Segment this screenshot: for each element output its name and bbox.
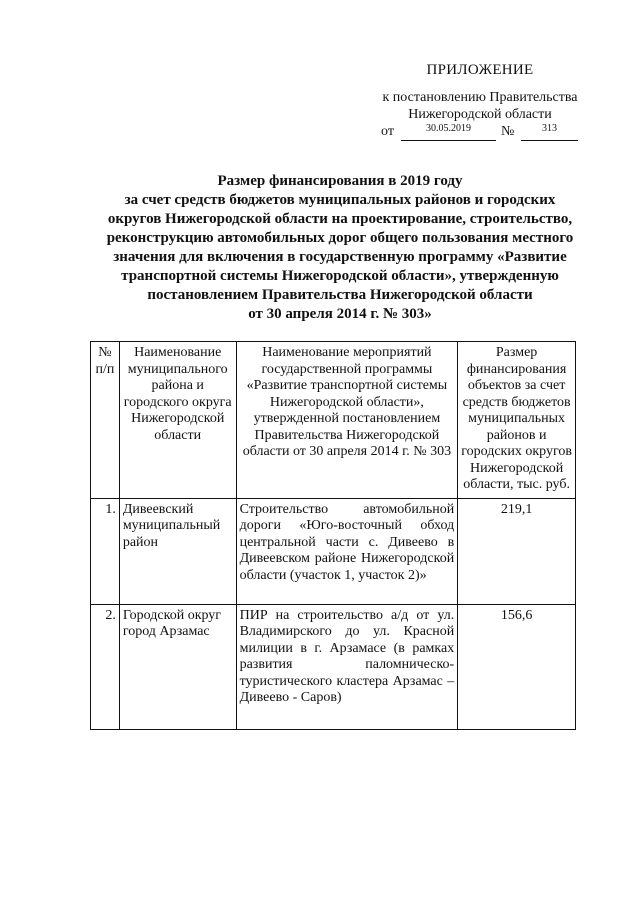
cell-district: Дивеевский муниципальный район [119, 498, 236, 604]
title-line: постановлением Правительства Нижегородской области [147, 287, 533, 303]
appendix-title: ПРИЛОЖЕНИЕ [426, 62, 534, 78]
cell-event: Строительство автомобильной дороги «Юго-восточный обход центральной части с. Дивеево в Дивеевском районе Нижегородской области (участок 1, участок 2)» [236, 498, 458, 604]
cell-num: 2. [91, 604, 120, 729]
title-line: Размер финансирования в 2019 году [217, 173, 463, 189]
title-line: от 30 апреля 2014 г. № 303» [248, 306, 432, 322]
cell-amount: 156,6 [458, 604, 576, 729]
table-row [91, 604, 576, 729]
title-line: за счет средств бюджетов муниципальных районов и городских [124, 192, 556, 208]
cell-amount: 219,1 [458, 498, 576, 604]
cell-event: ПИР на строительство а/д от ул. Владимирского до ул. Красной милиции в г. Арзамасе (в рамках развития паломническо-туристического кластера Арзамас – Дивеево - Саров) [236, 604, 458, 729]
cell-num: 1. [91, 498, 120, 604]
number-field: 313 [521, 124, 578, 141]
number-prefix: № [501, 124, 515, 139]
title-line: значения для включения в государственную программу «Развитие [113, 249, 567, 265]
header-amount: Размер финансирования объектов за счет средств бюджетов муниципальных районов и городских округов Нижегородской области, тыс. руб. [458, 342, 576, 499]
table-header-row [91, 342, 576, 499]
header-event: Наименование мероприятий государственной программы «Развитие транспортной системы Нижегородской области», утвержденной постановлением Правительства Нижегородской области от 30 апреля 2014 г. № 303 [236, 342, 458, 499]
document-title [80, 172, 600, 324]
appendix-ref-line-2: Нижегородской области [408, 107, 552, 122]
table-row [91, 498, 576, 604]
signature-line [381, 124, 611, 144]
cell-district: Городской округ город Арзамас [119, 604, 236, 729]
appendix-reference [360, 89, 600, 123]
financing-table [90, 341, 576, 730]
title-line: реконструкцию автомобильных дорог общего пользования местного [106, 230, 574, 246]
appendix-ref-line-1: к постановлению Правительства [382, 90, 578, 105]
title-line: округов Нижегородской области на проектирование, строительство, [107, 211, 573, 227]
date-field: 30.05.2019 [401, 124, 496, 141]
date-prefix: от [381, 124, 394, 139]
header-num: № п/п [91, 342, 120, 499]
header-district: Наименование муниципального района и городского округа Нижегородской области [119, 342, 236, 499]
title-line: транспортной системы Нижегородской области», утвержденную [121, 268, 559, 284]
